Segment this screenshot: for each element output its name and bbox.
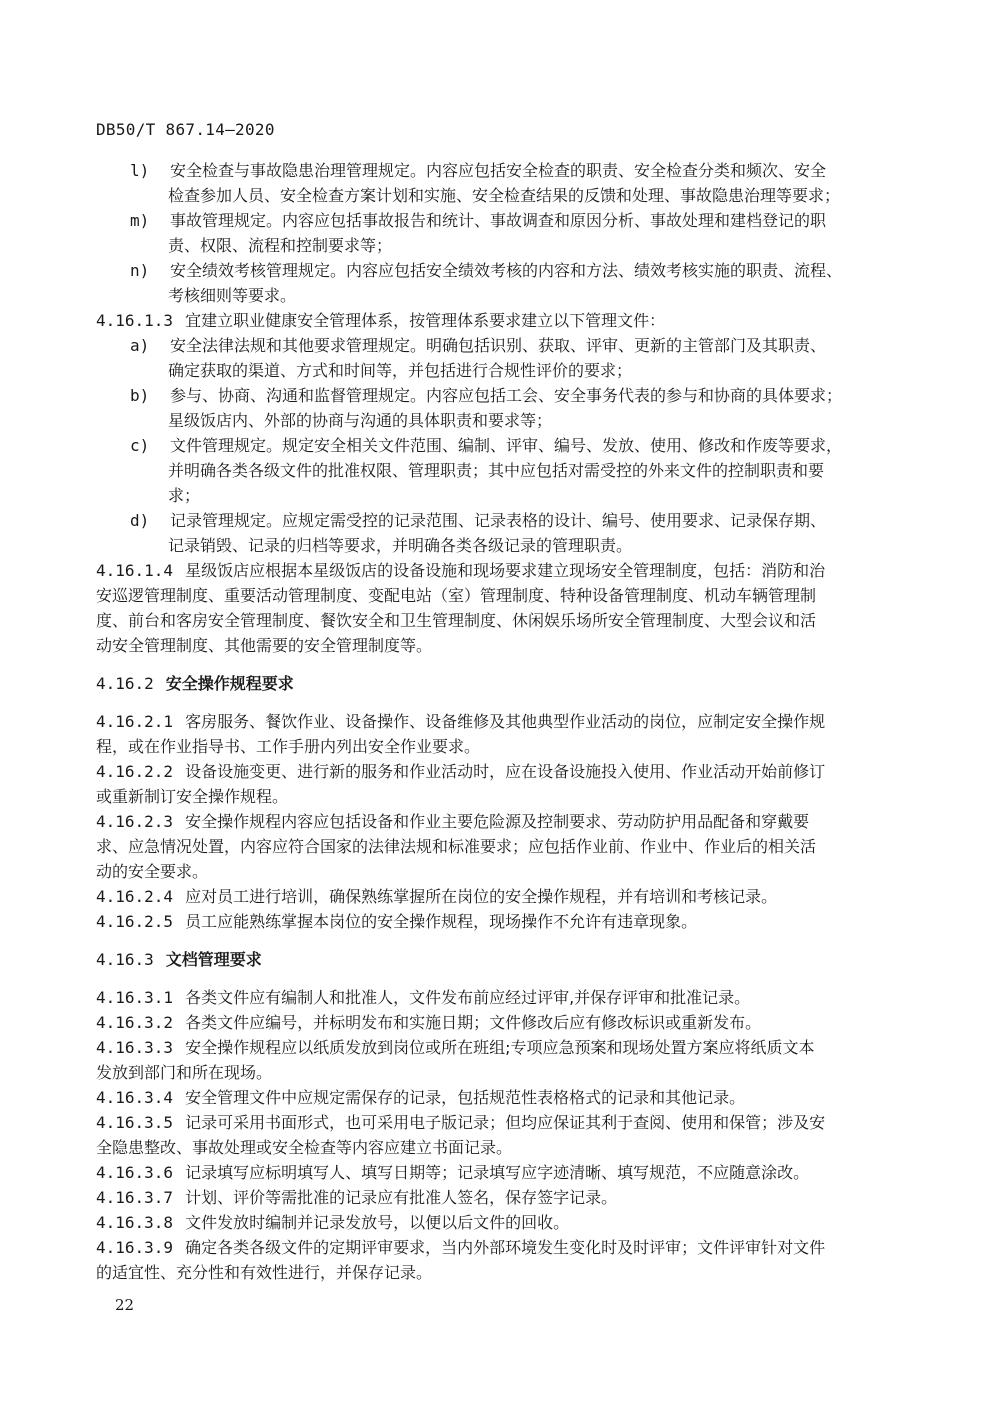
- clause-text: 全隐患整改、事故处理或安全检查等内容应建立书面记录。: [96, 1138, 513, 1157]
- clause-number: 4.16.2.1: [96, 712, 174, 731]
- clause-number: 4.16.3.9: [96, 1238, 174, 1257]
- clause-continuation: [96, 583, 886, 608]
- spacer: [96, 696, 886, 709]
- clause: [96, 1235, 886, 1260]
- clause-number: 4.16.3.2: [96, 1013, 174, 1032]
- clause-continuation: [96, 633, 886, 658]
- clause-text: 安全操作规程应以纸质发放到岗位或所在班组;专项应急预案和现场处置方案应将纸质文本: [185, 1038, 815, 1057]
- clause-continuation: [96, 1135, 886, 1160]
- clause-number: 4.16.3.5: [96, 1113, 174, 1132]
- section-number: 4.16.3: [96, 950, 154, 969]
- clause-text: 安全管理文件中应规定需保存的记录，包括规范性表格格式的记录和其他记录。: [185, 1088, 746, 1107]
- list-item-label: a): [130, 336, 150, 355]
- clause-number: 4.16.3.1: [96, 988, 174, 1007]
- clause-text: 记录可采用书面形式，也可采用电子版记录；但均应保证其利于查阅、使用和保管；涉及安: [185, 1113, 826, 1132]
- list-item-text: 检查参加人员、安全检查方案计划和实施、安全检查结果的反馈和处理、事故隐患治理等要求；: [168, 186, 841, 205]
- list-item: [96, 333, 886, 358]
- list-item-text: 责、权限、流程和控制要求等；: [168, 236, 393, 255]
- list-item-text: 安全法律法规和其他要求管理规定。明确包括识别、获取、评审、更新的主管部门及其职责、: [170, 336, 827, 355]
- clause-text: 动安全管理制度、其他需要的安全管理制度等。: [96, 636, 433, 655]
- clause-number: 4.16.2.4: [96, 887, 174, 906]
- clause: [96, 1085, 886, 1110]
- clause-text: 安巡逻管理制度、重要活动管理制度、变配电站（室）管理制度、特种设备管理制度、机动车辆管理制: [96, 586, 817, 605]
- list-item-continuation: [96, 233, 886, 258]
- list-item-text: 事故管理规定。内容应包括事故报告和统计、事故调查和原因分析、事故处理和建档登记的职: [170, 211, 827, 230]
- list-item-continuation: [96, 283, 886, 308]
- spacer: [96, 658, 886, 671]
- clause: [96, 1010, 886, 1035]
- section-title-text: 安全操作规程要求: [165, 674, 294, 693]
- clause-number: 4.16.3.4: [96, 1088, 174, 1107]
- clause-text: 安全操作规程内容应包括设备和作业主要危险源及控制要求、劳动防护用品配备和穿戴要: [185, 812, 810, 831]
- clause: [96, 809, 886, 834]
- list-item-label: n): [130, 261, 150, 280]
- clause: [96, 759, 886, 784]
- clause-continuation: [96, 608, 886, 633]
- list-item: [96, 433, 886, 458]
- clause-text: 度、前台和客房安全管理制度、餐饮安全和卫生管理制度、休闲娱乐场所安全管理制度、大型会议和活: [96, 611, 817, 630]
- clause-text: 设备设施变更、进行新的服务和作业活动时，应在设备设施投入使用、作业活动开始前修订: [185, 762, 826, 781]
- clause: [96, 884, 886, 909]
- clause-text: 星级饭店应根据本星级饭店的设备设施和现场要求建立现场安全管理制度，包括：消防和治: [185, 561, 826, 580]
- clause-text: 客房服务、餐饮作业、设备操作、设备维修及其他典型作业活动的岗位，应制定安全操作规: [185, 712, 826, 731]
- clause: [96, 1185, 886, 1210]
- spacer: [96, 934, 886, 947]
- clause-continuation: [96, 1260, 886, 1285]
- list-item: [96, 383, 886, 408]
- clause-text: 发放到部门和所在现场。: [96, 1063, 273, 1082]
- clause-continuation: [96, 834, 886, 859]
- clause-number: 4.16.2.2: [96, 762, 174, 781]
- clause-text: 确定各类各级文件的定期评审要求，当内外部环境发生变化时及时评审；文件评审针对文件: [185, 1238, 826, 1257]
- document-code-header: DB50/T 867.14—2020: [96, 120, 275, 139]
- clause-text: 宜建立职业健康安全管理体系，按管理体系要求建立以下管理文件：: [185, 311, 666, 330]
- list-item-text: 参与、协商、沟通和监督管理规定。内容应包括工会、安全事务代表的参与和协商的具体要求；: [170, 386, 843, 405]
- clause-number: 4.16.3.3: [96, 1038, 174, 1057]
- list-item: [96, 258, 886, 283]
- clause-text: 的适宜性、充分性和有效性进行，并保存记录。: [96, 1263, 433, 1282]
- clause: [96, 1035, 886, 1060]
- clause: [96, 985, 886, 1010]
- section-heading: [96, 947, 886, 972]
- clause: [96, 1160, 886, 1185]
- list-item-label: l): [130, 161, 150, 180]
- section-number: 4.16.2: [96, 674, 154, 693]
- document-body: [96, 158, 886, 1285]
- clause-number: 4.16.2.5: [96, 912, 174, 931]
- list-item: [96, 508, 886, 533]
- clause-continuation: [96, 859, 886, 884]
- list-item-continuation: [96, 408, 886, 433]
- list-item-text: 记录销毁、记录的归档等要求，并明确各类各级记录的管理职责。: [168, 536, 633, 555]
- clause-number: 4.16.2.3: [96, 812, 174, 831]
- clause-number: 4.16.1.3: [96, 311, 174, 330]
- clause-continuation: [96, 734, 886, 759]
- list-item-text: 星级饭店内、外部的协商与沟通的具体职责和要求等；: [168, 411, 553, 430]
- list-item-continuation: [96, 358, 886, 383]
- list-item: [96, 158, 886, 183]
- clause-text: 记录填写应标明填写人、填写日期等；记录填写应字迹清晰、填写规范，不应随意涂改。: [185, 1163, 810, 1182]
- list-item-text: 确定获取的渠道、方式和时间等，并包括进行合规性评价的要求；: [168, 361, 633, 380]
- page-number: 22: [115, 1296, 135, 1314]
- list-item-text: 文件管理规定。规定安全相关文件范围、编制、评审、编号、发放、使用、修改和作废等要求，: [170, 436, 843, 455]
- clause-text: 求、应急情况处置，内容应符合国家的法律法规和标准要求；应包括作业前、作业中、作业后的相关活: [96, 837, 817, 856]
- section-title-text: 文档管理要求: [165, 950, 262, 969]
- clause-text: 计划、评价等需批准的记录应有批准人签名，保存签字记录。: [185, 1188, 618, 1207]
- list-item-label: d): [130, 511, 150, 530]
- clause-text: 或重新制订安全操作规程。: [96, 787, 289, 806]
- list-item-label: c): [130, 436, 150, 455]
- clause: [96, 1110, 886, 1135]
- list-item-continuation: [96, 483, 886, 508]
- spacer: [96, 972, 886, 985]
- list-item-label: m): [130, 211, 150, 230]
- list-item-continuation: [96, 458, 886, 483]
- list-item-text: 求；: [168, 486, 201, 505]
- section-heading: [96, 671, 886, 696]
- list-item-text: 考核细则等要求。: [168, 286, 297, 305]
- clause-text: 文件发放时编制并记录发放号，以便以后文件的回收。: [185, 1213, 570, 1232]
- clause: [96, 1210, 886, 1235]
- clause-text: 动的安全要求。: [96, 862, 209, 881]
- list-item: [96, 208, 886, 233]
- list-item-continuation: [96, 183, 886, 208]
- clause-continuation: [96, 784, 886, 809]
- clause: [96, 308, 886, 333]
- clause: [96, 709, 886, 734]
- clause-text: 程，或在作业指导书、工作手册内列出安全作业要求。: [96, 737, 481, 756]
- clause-number: 4.16.3.8: [96, 1213, 174, 1232]
- list-item-text: 记录管理规定。应规定需受控的记录范围、记录表格的设计、编号、使用要求、记录保存期、: [170, 511, 827, 530]
- clause-number: 4.16.1.4: [96, 561, 174, 580]
- clause-continuation: [96, 1060, 886, 1085]
- list-item-text: 安全检查与事故隐患治理管理规定。内容应包括安全检查的职责、安全检查分类和频次、安全: [170, 161, 827, 180]
- list-item-continuation: [96, 533, 886, 558]
- clause-text: 应对员工进行培训，确保熟练掌握所在岗位的安全操作规程，并有培训和考核记录。: [185, 887, 778, 906]
- clause-text: 各类文件应编号，并标明发布和实施日期；文件修改后应有修改标识或重新发布。: [185, 1013, 762, 1032]
- clause: [96, 909, 886, 934]
- list-item-text: 安全绩效考核管理规定。内容应包括安全绩效考核的内容和方法、绩效考核实施的职责、流程、: [170, 261, 843, 280]
- list-item-text: 并明确各类各级文件的批准权限、管理职责；其中应包括对需受控的外来文件的控制职责和要: [168, 461, 825, 480]
- list-item-label: b): [130, 386, 150, 405]
- clause-number: 4.16.3.6: [96, 1163, 174, 1182]
- clause: [96, 558, 886, 583]
- clause-text: 各类文件应有编制人和批准人，文件发布前应经过评审,并保存评审和批准记录。: [185, 988, 751, 1007]
- clause-number: 4.16.3.7: [96, 1188, 174, 1207]
- clause-text: 员工应能熟练掌握本岗位的安全操作规程，现场操作不允许有违章现象。: [185, 912, 698, 931]
